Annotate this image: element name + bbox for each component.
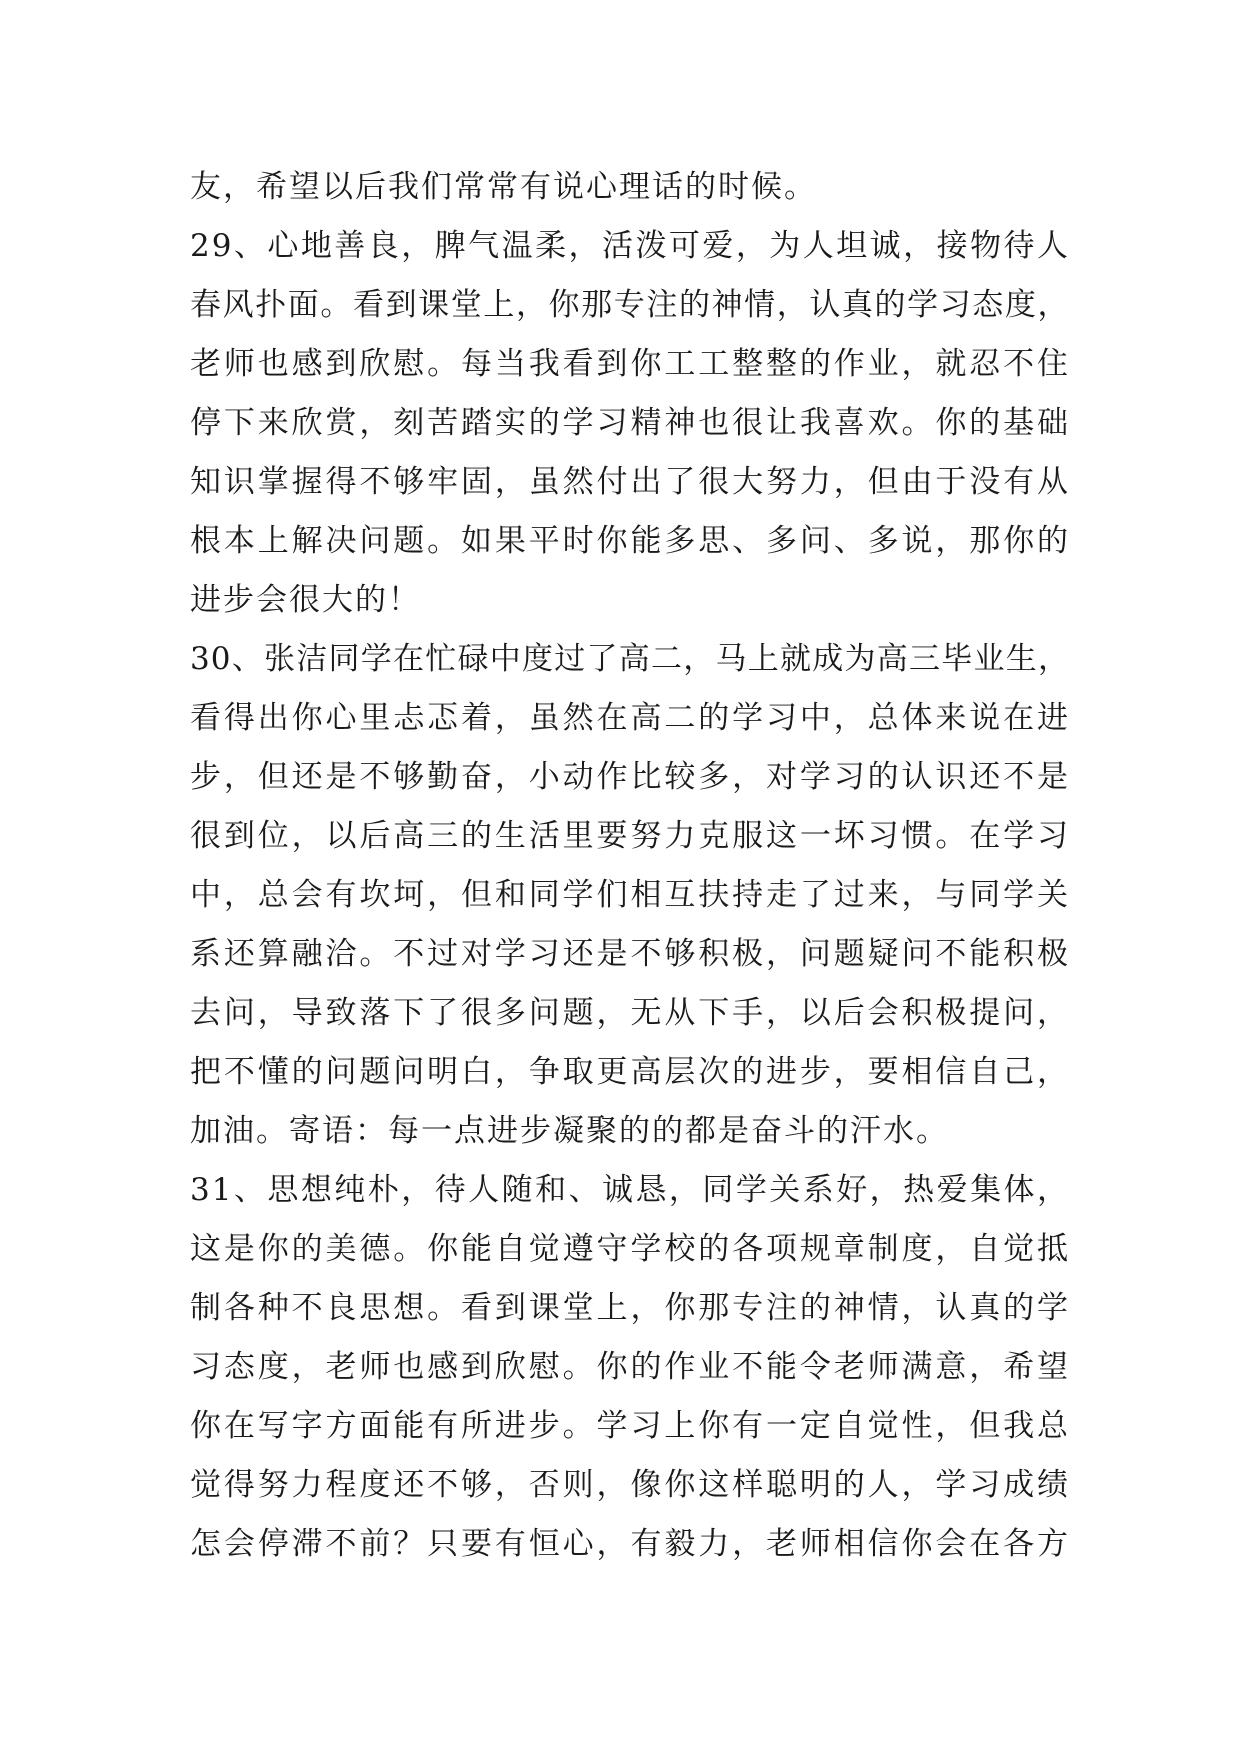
text-line: 友，希望以后我们常常有说心理话的时候。 <box>190 169 817 205</box>
text-line: 30、张洁同学在忙碌中度过了高二，马上就成为高三毕业生， <box>190 641 1070 677</box>
text-line: 很到位，以后高三的生活里要努力克服这一坏习惯。在学习 <box>190 818 1070 854</box>
text-line: 怎会停滞不前？只要有恒心，有毅力，老师相信你会在各方 <box>190 1526 1070 1562</box>
text-line: 31、思想纯朴，待人随和、诚恳，同学关系好，热爱集体， <box>190 1172 1070 1208</box>
text-line: 29、心地善良，脾气温柔，活泼可爱，为人坦诚，接物待人 <box>190 228 1070 264</box>
text-line: 老师也感到欣慰。每当我看到你工工整整的作业，就忍不住 <box>190 346 1070 382</box>
text-line: 把不懂的问题问明白，争取更高层次的进步，要相信自己， <box>190 1054 1070 1090</box>
document-body <box>190 158 1070 1574</box>
text-line: 春风扑面。看到课堂上，你那专注的神情，认真的学习态度， <box>190 287 1070 323</box>
text-line: 去问，导致落下了很多问题，无从下手，以后会积极提问， <box>190 995 1070 1031</box>
text-line: 知识掌握得不够牢固，虽然付出了很大努力，但由于没有从 <box>190 464 1070 500</box>
text-line: 中，总会有坎坷，但和同学们相互扶持走了过来，与同学关 <box>190 877 1070 913</box>
text-line: 觉得努力程度还不够，否则，像你这样聪明的人，学习成绩 <box>190 1467 1070 1503</box>
text-line: 停下来欣赏，刻苦踏实的学习精神也很让我喜欢。你的基础 <box>190 405 1070 441</box>
text-line: 系还算融洽。不过对学习还是不够积极，问题疑问不能积极 <box>190 936 1070 972</box>
text-line: 加油。寄语：每一点进步凝聚的的都是奋斗的汗水。 <box>190 1113 949 1149</box>
text-line: 习态度，老师也感到欣慰。你的作业不能令老师满意，希望 <box>190 1349 1070 1385</box>
text-line: 进步会很大的！ <box>190 582 421 618</box>
text-line: 看得出你心里忐忑着，虽然在高二的学习中，总体来说在进 <box>190 700 1070 736</box>
text-line: 步，但还是不够勤奋，小动作比较多，对学习的认识还不是 <box>190 759 1070 795</box>
text-line: 根本上解决问题。如果平时你能多思、多问、多说，那你的 <box>190 523 1070 559</box>
text-line: 你在写字方面能有所进步。学习上你有一定自觉性，但我总 <box>190 1408 1070 1444</box>
text-line: 制各种不良思想。看到课堂上，你那专注的神情，认真的学 <box>190 1290 1070 1326</box>
text-line: 这是你的美德。你能自觉遵守学校的各项规章制度，自觉抵 <box>190 1231 1070 1267</box>
